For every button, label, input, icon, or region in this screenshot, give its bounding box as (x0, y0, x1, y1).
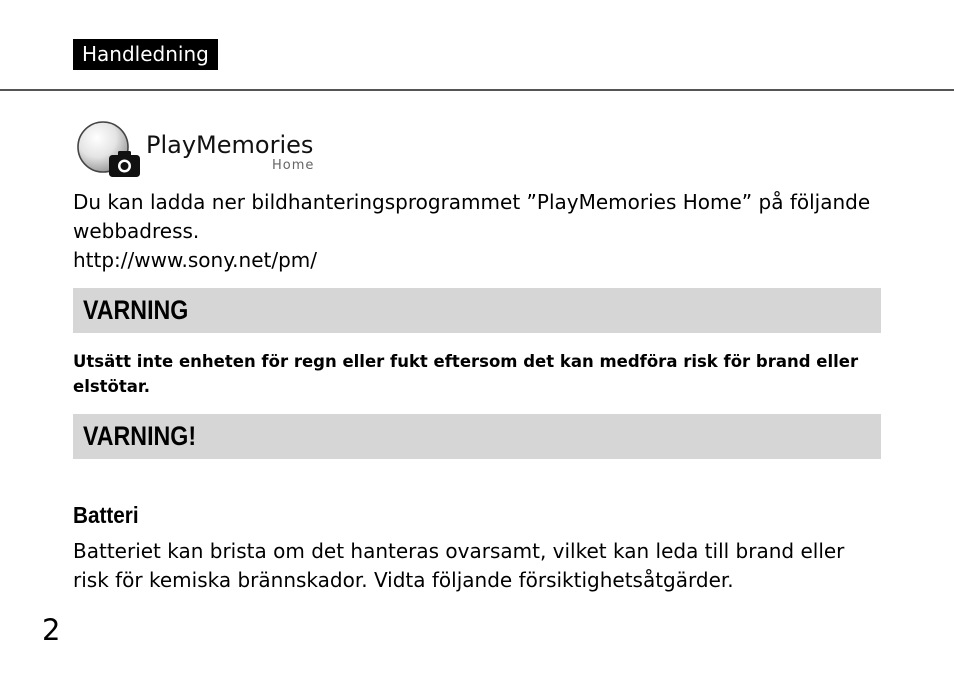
download-url: http://www.sony.net/pm/ (73, 248, 318, 272)
section-tab-label: Handledning (82, 42, 209, 66)
warning-title-2: VARNING! (83, 421, 197, 451)
battery-paragraph: Batteriet kan brista om det hanteras ovarsamt, vilket kan leda till brand eller risk för kemiska brännskador. Vidta följande försiktighetsåtgärder. (73, 539, 845, 592)
warning-title: VARNING (83, 295, 189, 325)
warning-banner-2 (73, 414, 881, 459)
intro-paragraph: Du kan ladda ner bildhanteringsprogrammet ”PlayMemories Home” på följande webbadress. (73, 190, 871, 243)
playmemories-logo-icon (76, 120, 142, 180)
logo-wordmark: PlayMemories (146, 131, 314, 159)
section-tab (73, 39, 218, 70)
warning-text: Utsätt inte enheten för regn eller fukt eftersom det kan medföra risk för brand eller elstötar. (73, 352, 859, 396)
playmemories-logo (76, 120, 336, 180)
page-number: 2 (42, 613, 61, 647)
battery-heading: Batteri (73, 502, 139, 528)
warning-banner (73, 288, 881, 333)
logo-subtitle: Home (272, 158, 315, 173)
header-divider (0, 89, 954, 91)
